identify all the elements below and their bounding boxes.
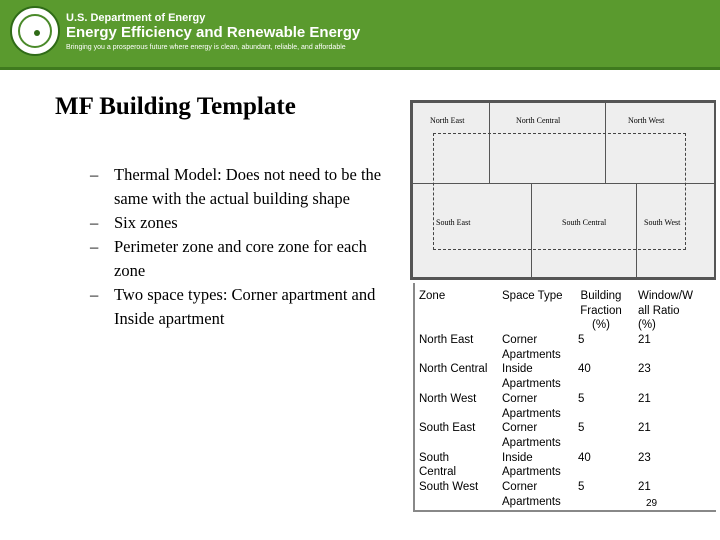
table-header-wwr xyxy=(638,289,693,333)
floor-plan-diagram xyxy=(410,100,716,280)
table-cell-zone xyxy=(419,480,478,495)
table-cell-space-type xyxy=(502,333,561,362)
table-cell-space-type xyxy=(502,451,561,480)
table-cell-zone-line: South West xyxy=(419,481,479,493)
table-cell-space-type-line: Corner xyxy=(502,481,538,493)
table-cell-wwr-line: 21 xyxy=(638,422,651,435)
table-cell-wwr-line: 23 xyxy=(638,451,651,464)
table-header-space-type-line: Space Type xyxy=(502,290,563,302)
table-header-wwr-line: all Ratio xyxy=(638,304,680,317)
seal-center xyxy=(34,30,40,36)
zone-label-north-west: North West xyxy=(628,116,665,125)
table-cell-space-type-line: Corner xyxy=(502,422,538,435)
table-cell-space-type xyxy=(502,421,561,450)
org-name: U.S. Department of Energy xyxy=(66,12,206,24)
table-header-fraction-line: (%) xyxy=(592,319,610,332)
bullet-dash: – xyxy=(90,237,99,256)
header-banner xyxy=(0,0,720,70)
table-cell-fraction xyxy=(578,362,591,377)
table-cell-zone-line: North West xyxy=(419,392,477,405)
bullet-item xyxy=(90,283,390,331)
table-cell-space-type-line: Inside xyxy=(502,451,533,464)
table-cell-space-type-line: Corner xyxy=(502,334,538,346)
table-cell-zone xyxy=(419,362,487,377)
table-cell-wwr-line: 21 xyxy=(638,334,651,346)
table-cell-wwr xyxy=(638,362,651,377)
bullet-dash: – xyxy=(90,165,99,184)
zone-label-south-east: South East xyxy=(436,218,471,227)
table-cell-zone-line: North Central xyxy=(419,363,488,376)
bullet-dash: – xyxy=(90,285,99,304)
tagline: Bringing you a prosperous future where energy is clean, abundant, reliable, and affordable xyxy=(66,44,346,51)
table-cell-zone-line: Central xyxy=(419,466,457,479)
table-header-zone xyxy=(419,289,445,304)
table-cell-wwr-line: 23 xyxy=(638,363,651,376)
program-name: Energy Efficiency and Renewable Energy xyxy=(66,24,361,41)
zone-label-north-central: North Central xyxy=(516,116,561,125)
table-cell-space-type-line: Apartments xyxy=(502,436,561,449)
table-cell-space-type-line: Inside xyxy=(502,363,533,376)
table-cell-fraction xyxy=(578,480,584,495)
bullet-list xyxy=(90,163,390,331)
table-header-space-type xyxy=(502,289,563,304)
table-header-wwr-line: Window/W xyxy=(638,290,693,302)
table-cell-fraction-line: 5 xyxy=(578,334,585,346)
table-cell-space-type-line: Corner xyxy=(502,392,538,405)
slide-title: MF Building Template xyxy=(55,93,296,120)
table-cell-wwr xyxy=(638,451,651,466)
zone-label-south-central: South Central xyxy=(562,218,607,227)
doe-seal-icon xyxy=(10,6,60,56)
table-cell-space-type xyxy=(502,480,561,509)
table-header-zone-line: Zone xyxy=(419,290,446,302)
table-header-fraction xyxy=(578,289,624,333)
table-cell-space-type-line: Apartments xyxy=(502,407,561,420)
table-cell-zone-line: North East xyxy=(419,334,474,346)
table-cell-zone xyxy=(419,421,475,436)
bullet-item xyxy=(90,235,390,283)
zone-label-south-west: South West xyxy=(644,218,681,227)
table-cell-zone xyxy=(419,451,456,480)
table-cell-fraction xyxy=(578,421,584,436)
table-cell-zone-line: South East xyxy=(419,422,476,435)
bullet-item xyxy=(90,211,390,235)
table-cell-zone-line: South xyxy=(419,451,450,464)
table-cell-zone xyxy=(419,333,473,348)
bullet-text: Perimeter zone and core zone for each zone xyxy=(114,237,367,280)
table-cell-fraction-line: 5 xyxy=(578,481,585,493)
table-cell-space-type-line: Apartments xyxy=(502,348,561,361)
table-cell-fraction xyxy=(578,392,584,407)
table-header-fraction-line: Fraction xyxy=(580,304,622,317)
bullet-text: Two space types: Corner apartment and Inside apartment xyxy=(114,285,376,328)
core-zone-outline xyxy=(433,133,686,250)
table-cell-wwr xyxy=(638,421,651,436)
table-cell-fraction-line: 5 xyxy=(578,422,585,435)
table-header-wwr-line: (%) xyxy=(638,319,656,332)
bullet-text: Thermal Model: Does not need to be the same with the actual building shape xyxy=(114,165,382,208)
table-cell-fraction xyxy=(578,451,591,466)
bullet-dash: – xyxy=(90,213,99,232)
table-cell-zone xyxy=(419,392,476,407)
table-cell-fraction-line: 5 xyxy=(578,392,585,405)
table-cell-fraction-line: 40 xyxy=(578,363,591,376)
table-cell-space-type-line: Apartments xyxy=(502,495,561,508)
table-cell-space-type-line: Apartments xyxy=(502,466,561,479)
table-cell-fraction xyxy=(578,333,584,348)
table-cell-space-type xyxy=(502,392,561,421)
table-cell-space-type-line: Apartments xyxy=(502,378,561,391)
table-cell-wwr xyxy=(638,392,651,407)
table-header-fraction-line: Building xyxy=(580,290,622,302)
table-cell-space-type xyxy=(502,362,561,391)
table-cell-wwr-line: 21 xyxy=(638,481,651,493)
seal-ring xyxy=(18,14,52,48)
table-cell-wwr xyxy=(638,333,651,348)
table-cell-fraction-line: 40 xyxy=(578,451,591,464)
zone-label-north-east: North East xyxy=(430,116,465,125)
bullet-item xyxy=(90,163,390,211)
bullet-text: Six zones xyxy=(114,213,178,232)
table-cell-wwr xyxy=(638,480,651,495)
table-cell-wwr-line: 21 xyxy=(638,392,651,405)
page-number: 29 xyxy=(646,498,658,509)
